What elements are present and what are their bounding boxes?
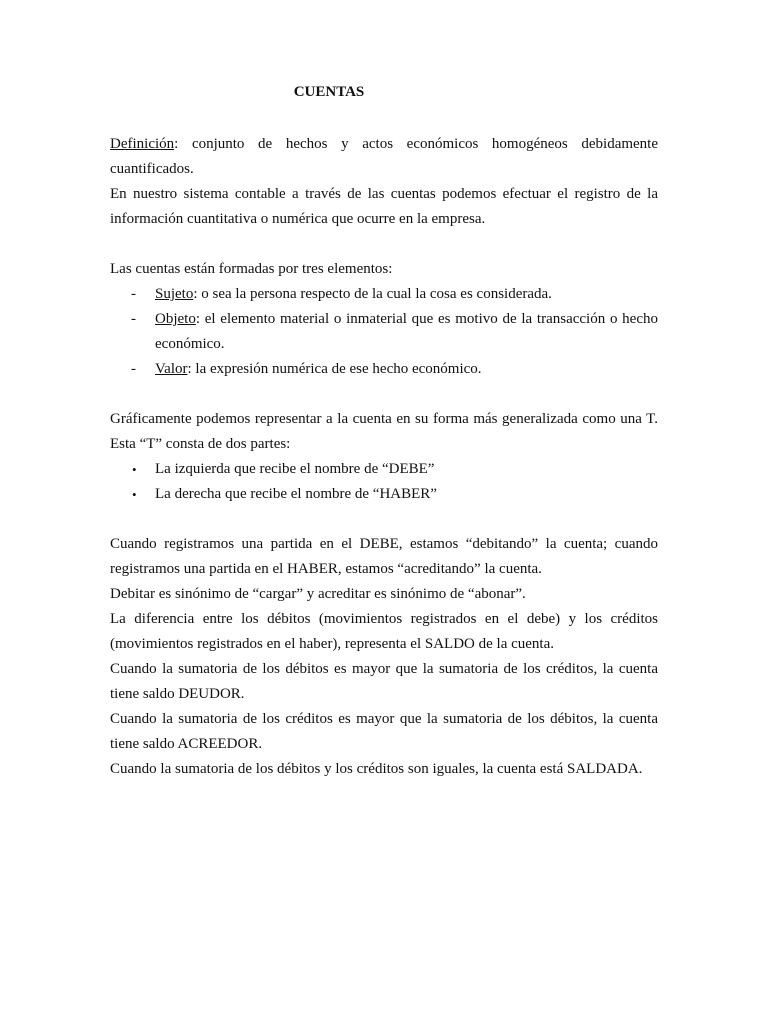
page-title	[0, 84, 658, 101]
dash-marker: -	[131, 286, 136, 302]
part-text: La izquierda que recibe el nombre de “DEBE”	[155, 461, 435, 477]
definition-label: Definición	[110, 136, 175, 152]
page-title-text: CUENTAS	[293, 84, 365, 100]
paragraph-saldada: Cuando la sumatoria de los débitos y los créditos son iguales, la cuenta está SALDADA.	[110, 761, 643, 777]
list-item-objeto	[110, 307, 658, 357]
paragraph-acreedor: Cuando la sumatoria de los créditos es mayor que la sumatoria de los débitos, la cuenta tiene saldo ACREEDOR.	[110, 711, 658, 752]
element-label: Objeto	[155, 311, 196, 327]
element-label: Valor	[155, 361, 188, 377]
paragraph-synonyms: Debitar es sinónimo de “cargar” y acreditar es sinónimo de “abonar”.	[110, 586, 526, 602]
element-text: : la expresión numérica de ese hecho económico.	[187, 361, 482, 377]
paragraph-debe-haber: Cuando registramos una partida en el DEBE, estamos “debitando” la cuenta; cuando registramos una partida en el HABER, estamos “acreditando” la cuenta.	[110, 536, 658, 577]
list-item-valor	[110, 357, 658, 382]
paragraph-saldo: La diferencia entre los débitos (movimientos registrados en el debe) y los créditos (movimientos registrados en el haber), representa el SALDO de la cuenta.	[110, 611, 658, 652]
elements-list	[110, 282, 658, 382]
bullet-icon: •	[132, 462, 137, 477]
element-text: : o sea la persona respecto de la cual la cosa es considerada.	[193, 286, 552, 302]
elements-intro: Las cuentas están formadas por tres elementos:	[110, 261, 393, 277]
dash-marker: -	[131, 311, 136, 327]
definition-paragraph	[110, 132, 658, 182]
parts-list	[110, 457, 658, 507]
paragraph-spacer	[110, 232, 658, 257]
paragraph-spacer	[110, 382, 658, 407]
element-label: Sujeto	[155, 286, 194, 302]
intro-paragraph: En nuestro sistema contable a través de las cuentas podemos efectuar el registro de la información cuantitativa o numérica que ocurre en la empresa.	[110, 186, 658, 227]
paragraph-deudor: Cuando la sumatoria de los débitos es mayor que la sumatoria de los créditos, la cuenta tiene saldo DEUDOR.	[110, 661, 658, 702]
dash-marker: -	[131, 361, 136, 377]
paragraph-spacer	[110, 507, 658, 532]
graphic-intro: Gráficamente podemos representar a la cuenta en su forma más generalizada como una T. Esta “T” consta de dos partes:	[110, 411, 658, 452]
list-item-sujeto	[110, 282, 658, 307]
document-body	[110, 132, 658, 782]
bullet-icon: •	[132, 487, 137, 502]
element-text: : el elemento material o inmaterial que es motivo de la transacción o hecho económico.	[155, 311, 658, 352]
list-item-debe	[110, 457, 658, 482]
part-text: La derecha que recibe el nombre de “HABER”	[155, 486, 437, 502]
list-item-haber	[110, 482, 658, 507]
definition-text: : conjunto de hechos y actos económicos homogéneos debidamente cuantificados.	[110, 136, 658, 177]
